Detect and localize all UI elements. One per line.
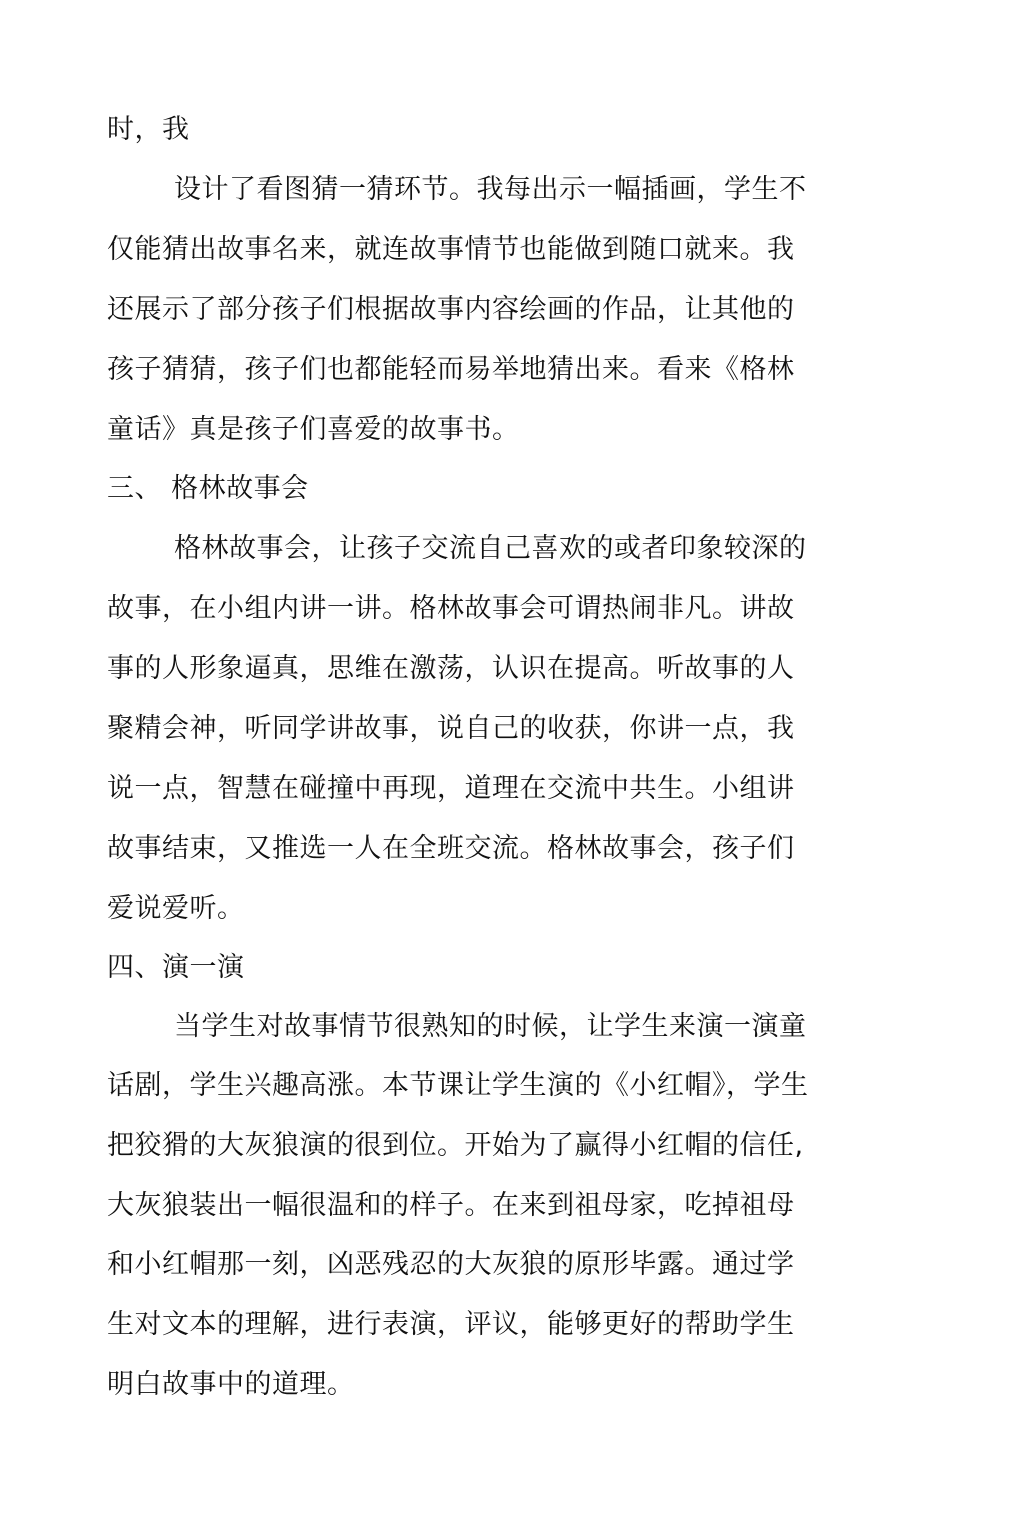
text-line: 故事结束，又推选一人在全班交流。格林故事会，孩子们: [107, 833, 795, 864]
text-line: 故事，在小组内讲一讲。格林故事会可谓热闹非凡。讲故: [107, 593, 795, 624]
paragraph-start-line: 格林故事会，让孩子交流自己喜欢的或者印象较深的: [174, 533, 807, 564]
text-line: 爱说爱听。: [107, 893, 245, 924]
text-line: 还展示了部分孩子们根据故事内容绘画的作品，让其他的: [107, 294, 795, 325]
text-line: 明白故事中的道理。: [107, 1369, 355, 1400]
paragraph-start-line: 当学生对故事情节很熟知的时候，让学生来演一演童: [174, 1011, 807, 1042]
text-line: 仅能猜出故事名来，就连故事情节也能做到随口就来。我: [107, 234, 795, 265]
text-line: 和小红帽那一刻，凶恶残忍的大灰狼的原形毕露。通过学: [107, 1249, 795, 1280]
section-heading: 四、演一演: [107, 952, 245, 983]
text-line: 生对文本的理解，进行表演，评议，能够更好的帮助学生: [107, 1309, 795, 1340]
text-line: 说一点，智慧在碰撞中再现，道理在交流中共生。小组讲: [107, 773, 795, 804]
text-line: 时，我: [107, 114, 190, 145]
text-line: 孩子猜猜，孩子们也都能轻而易举地猜出来。看来《格林: [107, 354, 795, 385]
paragraph-start-line: 设计了看图猜一猜环节。我每出示一幅插画，学生不: [174, 174, 807, 205]
text-line: 话剧，学生兴趣高涨。本节课让学生演的《小红帽》，学生: [107, 1070, 809, 1101]
text-line: 把狡猾的大灰狼演的很到位。开始为了赢得小红帽的信任,: [107, 1130, 804, 1161]
text-line: 童话》真是孩子们喜爱的故事书。: [107, 414, 520, 445]
text-line: 聚精会神，听同学讲故事，说自己的收获，你讲一点，我: [107, 713, 795, 744]
text-line: 事的人形象逼真，思维在激荡，认识在提高。听故事的人: [107, 653, 795, 684]
section-heading: 三、 格林故事会: [107, 473, 309, 504]
text-line: 大灰狼装出一幅很温和的样子。在来到祖母家，吃掉祖母: [107, 1190, 795, 1221]
